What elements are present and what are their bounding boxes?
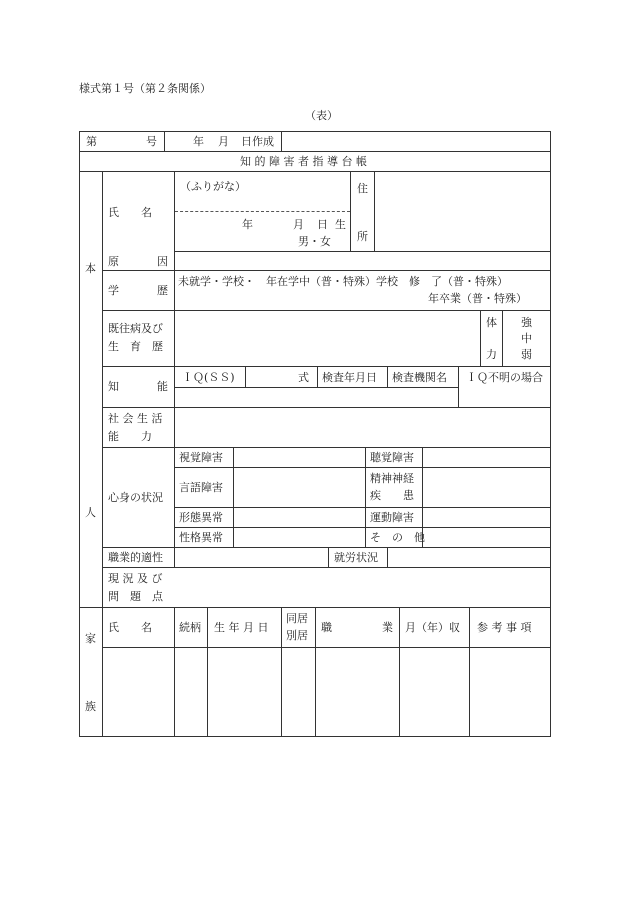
education-line-2: 年卒業（普・特殊） bbox=[428, 292, 527, 305]
family-birth-header: 生 年 月 日 bbox=[214, 621, 269, 634]
strength-weak: 弱 bbox=[521, 348, 532, 361]
current-label-1: 現 況 及 び bbox=[108, 572, 163, 585]
intelligence-label-2: 能 bbox=[157, 380, 168, 393]
intelligence-label-1: 知 bbox=[108, 380, 119, 393]
physical-label-1: 体 bbox=[486, 316, 497, 329]
current-label-2: 問 題 点 bbox=[108, 590, 163, 603]
family-notes-header: 参 考 事 項 bbox=[477, 621, 532, 634]
cause-label-2: 因 bbox=[157, 255, 168, 268]
family-name-header: 氏 名 bbox=[108, 621, 152, 634]
family-job-1: 職 bbox=[321, 621, 332, 634]
speech-impairment: 言語障害 bbox=[179, 481, 223, 494]
vocational-aptitude: 職業的適性 bbox=[108, 551, 163, 564]
social-label-2: 能 力 bbox=[108, 430, 152, 443]
birth-year: 年 bbox=[242, 218, 253, 231]
birth-month: 月 bbox=[293, 218, 304, 231]
other-label: そ の 他 bbox=[370, 531, 425, 544]
neuro-label-1: 精神神経 bbox=[370, 472, 414, 485]
education-label-1: 学 bbox=[108, 284, 119, 297]
family-income-header: 月（年）収 bbox=[405, 621, 460, 634]
birth-suffix: 生 bbox=[335, 218, 346, 231]
visual-impairment: 視覚障害 bbox=[179, 451, 223, 464]
address-label-1: 住 bbox=[357, 182, 368, 195]
test-organization: 検査機関名 bbox=[392, 371, 447, 384]
family-job-2: 業 bbox=[382, 621, 393, 634]
section-person-1: 本 bbox=[85, 262, 96, 275]
form-number: 様式第１号（第２条関係） bbox=[79, 82, 211, 95]
test-date: 検査年月日 bbox=[322, 371, 377, 384]
family-together-2: 別居 bbox=[286, 629, 308, 642]
hearing-impairment: 聴覚障害 bbox=[370, 451, 414, 464]
furigana-label: （ふりがな） bbox=[180, 180, 246, 193]
front-side-label: （表） bbox=[305, 109, 338, 122]
family-together-1: 同居 bbox=[286, 612, 308, 625]
strength-strong: 強 bbox=[521, 316, 532, 329]
work-status: 就労状況 bbox=[334, 551, 378, 564]
strength-medium: 中 bbox=[521, 332, 532, 345]
iq-label: ＩＱ(ＳＳ) bbox=[182, 371, 235, 384]
section-family-1: 家 bbox=[85, 632, 96, 645]
page-title: 知 的 障 害 者 指 導 台 帳 bbox=[240, 155, 367, 168]
sex-field: 男・女 bbox=[298, 235, 331, 248]
education-label-2: 歴 bbox=[157, 284, 168, 297]
history-label-2: 生 育 歴 bbox=[108, 340, 163, 353]
birth-day: 日 bbox=[317, 218, 328, 231]
number-suffix: 号 bbox=[146, 135, 157, 148]
history-label-1: 既往病及び bbox=[108, 322, 163, 335]
physical-label-2: 力 bbox=[486, 348, 497, 361]
neuro-label-2: 疾 患 bbox=[370, 489, 414, 502]
iq-unknown: ＩＱ不明の場合 bbox=[466, 371, 543, 384]
motor-impairment: 運動障害 bbox=[370, 511, 414, 524]
section-person-2: 人 bbox=[85, 506, 96, 519]
form-abnormality: 形態異常 bbox=[179, 511, 223, 524]
mental-physical-label: 心身の状況 bbox=[108, 491, 163, 504]
social-label-1: 社 会 生 活 bbox=[108, 412, 163, 425]
cause-label-1: 原 bbox=[108, 255, 119, 268]
personality-abnormality: 性格異常 bbox=[179, 531, 223, 544]
test-method: 式 bbox=[298, 371, 309, 384]
created-day: 日作成 bbox=[241, 135, 274, 148]
created-year: 年 bbox=[193, 135, 204, 148]
education-line-1: 未就学・学校・ 年在学中（普・特殊）学校 修 了（普・特殊） bbox=[178, 275, 508, 288]
section-family-2: 族 bbox=[85, 700, 96, 713]
address-label-2: 所 bbox=[357, 230, 368, 243]
name-label: 氏 名 bbox=[108, 206, 152, 219]
number-prefix: 第 bbox=[86, 135, 97, 148]
family-relation-header: 続柄 bbox=[179, 621, 201, 634]
created-month: 月 bbox=[218, 135, 229, 148]
